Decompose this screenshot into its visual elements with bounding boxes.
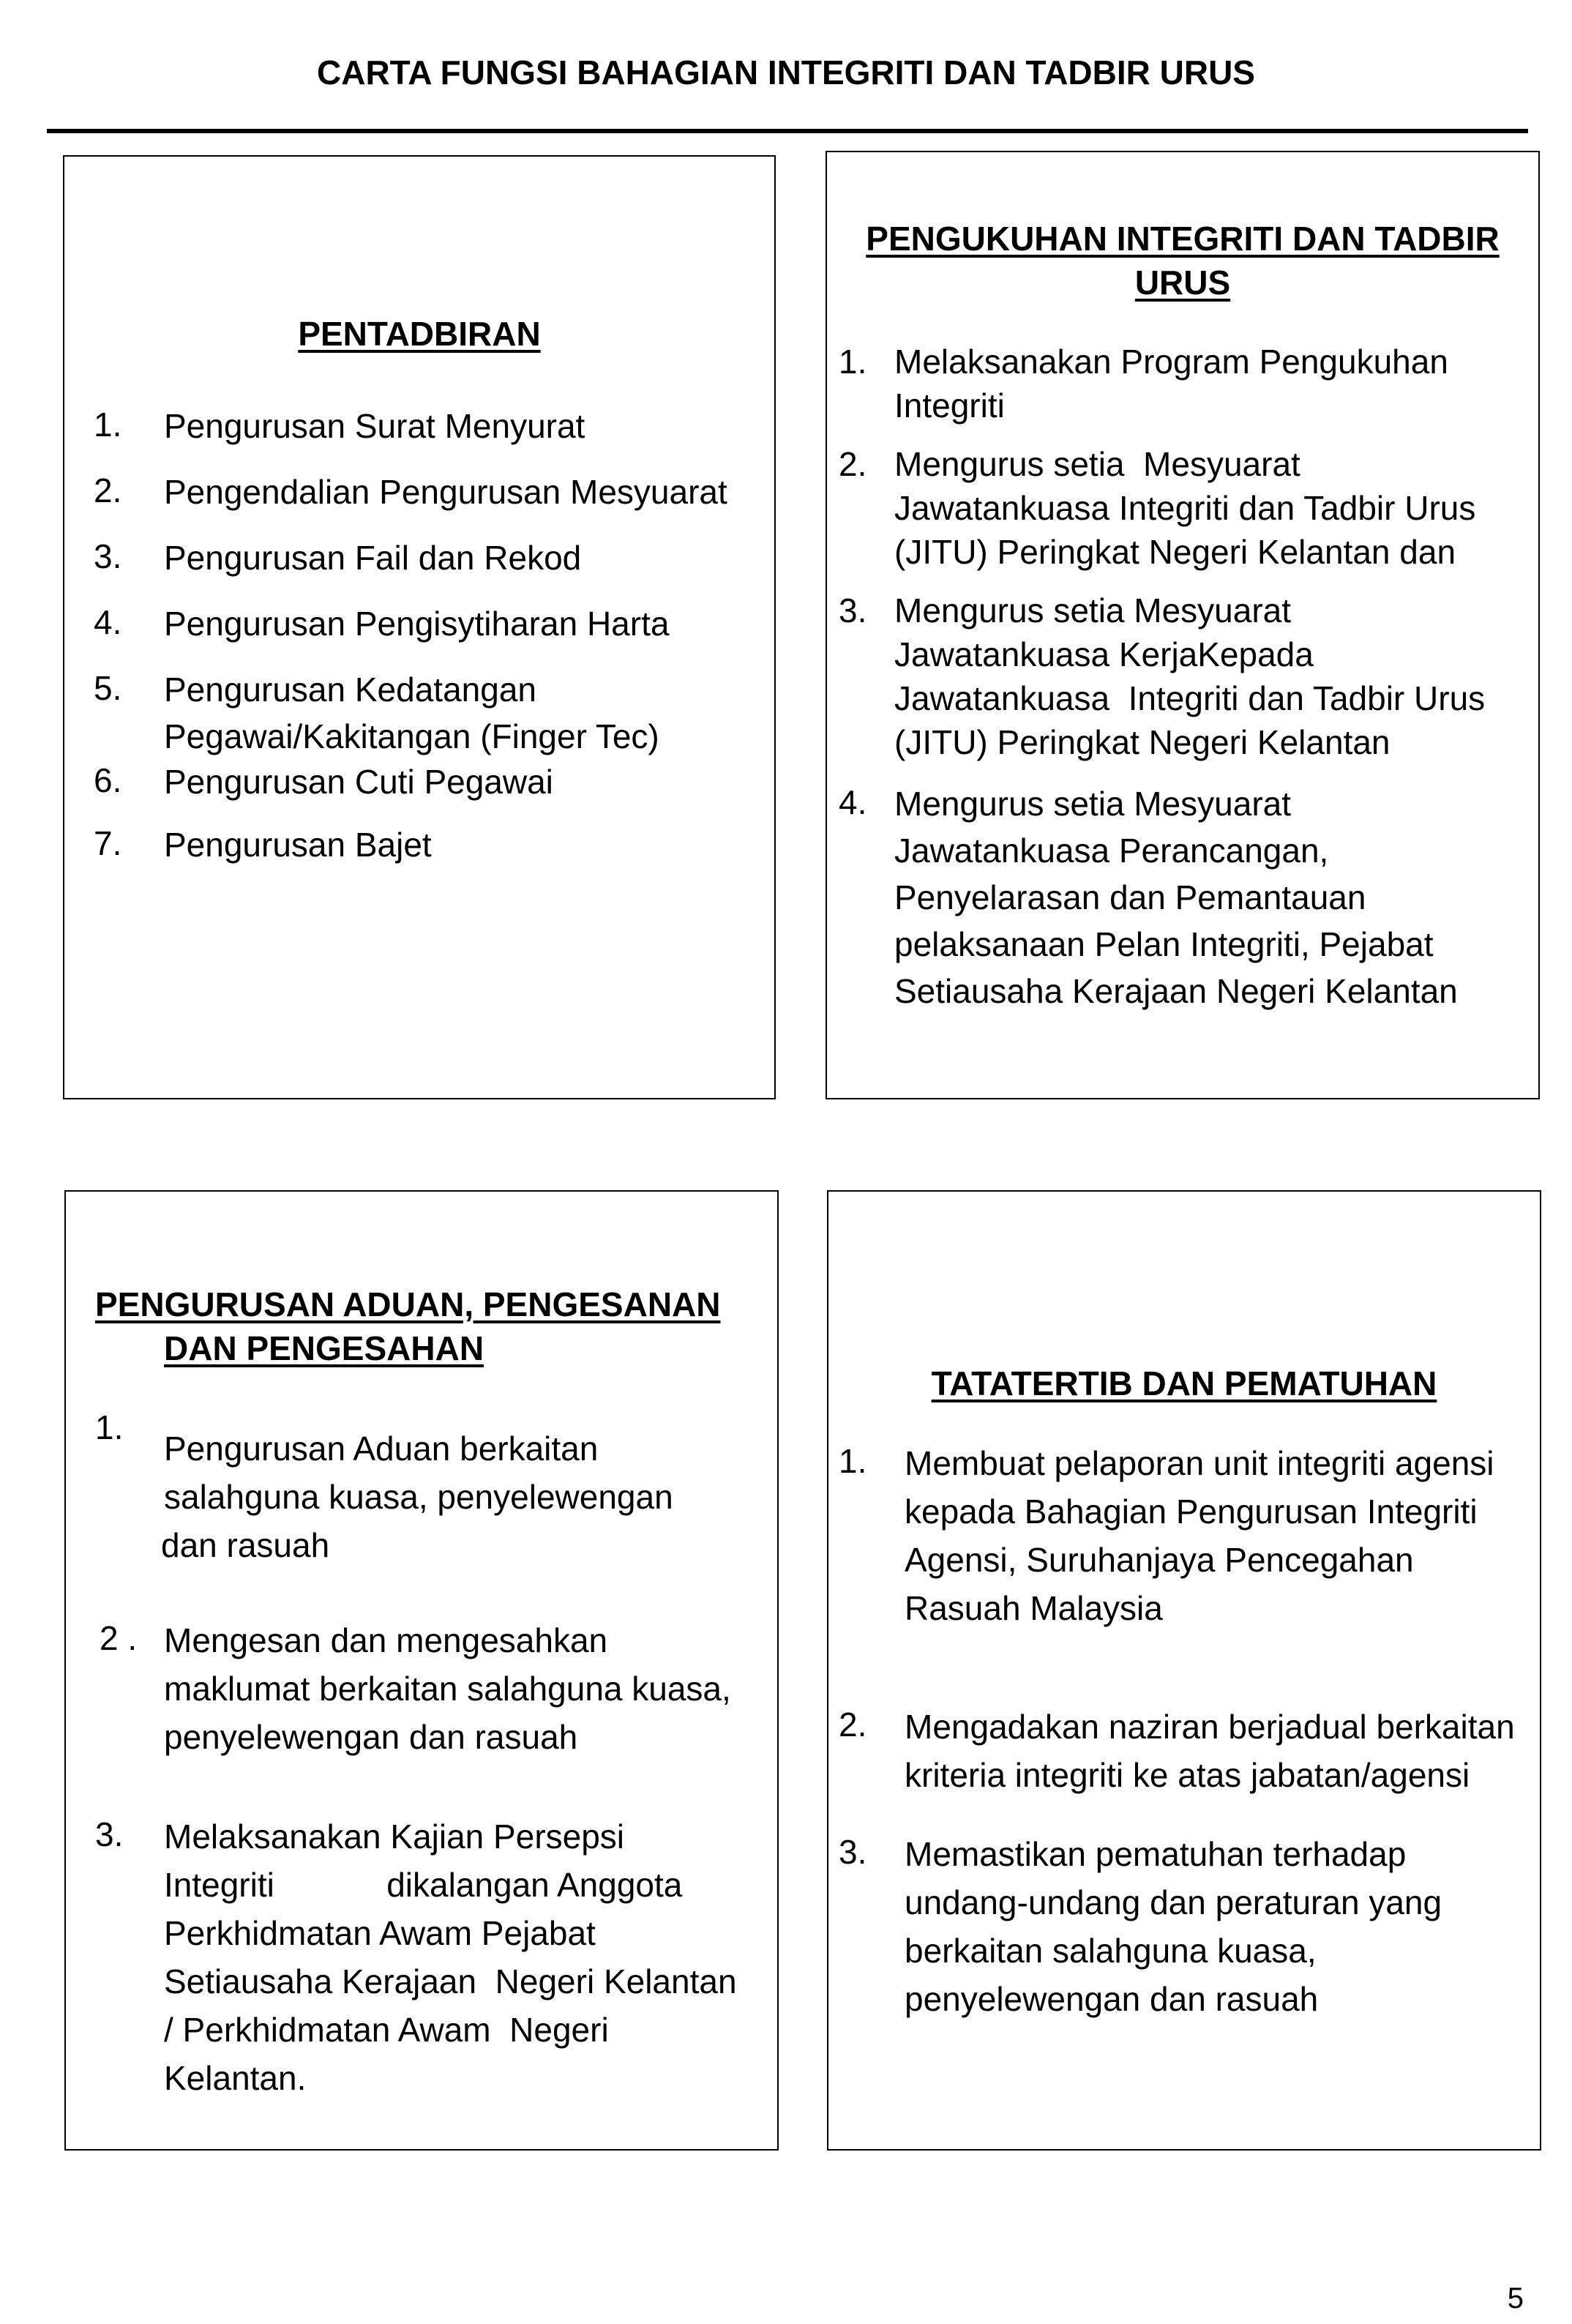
list-item-line: Pengurusan Bajet	[164, 826, 432, 864]
list-item-line: Pegawai/Kakitangan (Finger Tec)	[164, 717, 659, 755]
list-item-line: Pengurusan Aduan berkaitan	[164, 1430, 599, 1468]
list-item-number: 1.	[95, 1408, 124, 1446]
list-item	[164, 534, 581, 581]
heading-line: DAN PENGESAHAN	[164, 1329, 484, 1367]
box-heading-pengukuhan	[826, 217, 1540, 304]
list-item-line: Mengurus setia Mesyuarat	[894, 591, 1292, 629]
list-item-line: Memastikan pematuhan terhadap	[905, 1835, 1407, 1873]
page-number: 5	[1507, 2282, 1524, 2314]
list-item-line: kriteria integriti ke atas jabatan/agensi	[905, 1756, 1470, 1794]
list-item-line: undang-undang dan peraturan yang	[905, 1883, 1442, 1921]
list-item-line: Rasuah Malaysia	[905, 1589, 1163, 1627]
list-item-line: Penyelarasan dan Pemantauan	[894, 878, 1366, 916]
list-item-line: penyelewengan dan rasuah	[164, 1718, 578, 1756]
list-item	[894, 442, 1475, 574]
list-item-line: Pengurusan Surat Menyurat	[164, 407, 585, 445]
list-item-line: Setiausaha Kerajaan Negeri Kelantan	[894, 972, 1458, 1010]
list-item-line: Pengurusan Fail dan Rekod	[164, 539, 582, 577]
list-item-number: 3.	[839, 591, 867, 629]
list-item	[164, 600, 669, 647]
list-item-line: penyelewengan dan rasuah	[905, 1980, 1319, 2018]
list-item	[905, 1439, 1494, 1632]
list-item-line: (JITU) Peringkat Negeri Kelantan dan	[894, 533, 1456, 571]
list-item-number: 3.	[94, 537, 122, 575]
title-rule	[47, 129, 1528, 133]
list-item	[894, 780, 1458, 1015]
box-heading-pentadbiran: PENTADBIRAN	[298, 315, 541, 353]
list-item-number: 4.	[94, 603, 122, 641]
list-item-number: 1.	[839, 343, 867, 381]
list-item-line: / Perkhidmatan Awam Negeri	[164, 2011, 609, 2049]
list-item	[905, 1703, 1515, 1799]
list-item	[164, 1812, 737, 2102]
list-item-number: 6.	[94, 761, 122, 799]
list-item-line: Setiausaha Kerajaan Negeri Kelantan	[164, 1962, 737, 2000]
list-item	[164, 468, 727, 515]
list-item-number: 1.	[94, 406, 122, 444]
list-item-line: Mengadakan naziran berjadual berkaitan	[905, 1708, 1515, 1746]
list-item	[164, 403, 585, 449]
list-item	[164, 758, 553, 805]
box-heading-tatatertib: TATATERTIB DAN PEMATUHAN	[931, 1364, 1437, 1402]
list-item-line: Agensi, Suruhanjaya Pencegahan	[905, 1541, 1414, 1579]
list-item-line: Pengurusan Pengisytiharan Harta	[164, 605, 670, 643]
list-item-line: Membuat pelaporan unit integriti agensi	[905, 1444, 1494, 1482]
list-item-line: Pengurusan Cuti Pegawai	[164, 763, 553, 801]
list-item-line: Melaksanakan Kajian Persepsi	[164, 1817, 625, 1856]
list-item-number: 4.	[839, 783, 867, 821]
list-item-line: Pengurusan Kedatangan	[164, 670, 536, 709]
list-item-line: Integriti dikalangan Anggota	[164, 1866, 683, 1904]
list-item-number: 5.	[94, 669, 122, 707]
list-item-line: Mengurus setia Mesyuarat	[894, 785, 1292, 823]
list-item-line: Pengendalian Pengurusan Mesyuarat	[164, 473, 727, 511]
heading-line: PENGURUSAN ADUAN, PENGESANAN	[95, 1285, 721, 1323]
list-item	[164, 821, 432, 868]
list-item-line: Perkhidmatan Awam Pejabat	[164, 1914, 596, 1952]
heading-line: PENGUKUHAN INTEGRITI DAN TADBIR	[866, 220, 1500, 258]
list-item-line: Melaksanakan Program Pengukuhan	[894, 343, 1448, 381]
list-item-number: 3.	[95, 1815, 124, 1853]
list-item-number: 2 .	[100, 1619, 138, 1657]
list-item	[894, 340, 1448, 427]
list-item	[164, 666, 659, 760]
list-item-number: 1.	[839, 1442, 867, 1480]
list-item-line: Integriti	[894, 386, 1005, 425]
list-item-line: berkaitan salahguna kuasa,	[905, 1932, 1317, 1970]
list-item-line: kepada Bahagian Pengurusan Integriti	[905, 1492, 1478, 1531]
list-item-number: 2.	[839, 445, 867, 483]
list-item-number: 2.	[94, 471, 122, 509]
list-item-line: (JITU) Peringkat Negeri Kelantan	[894, 723, 1391, 761]
list-item-line: dan rasuah	[161, 1526, 330, 1564]
list-item-line: Jawatankuasa Integriti dan Tadbir Urus	[894, 489, 1476, 527]
list-item-line: Jawatankuasa Perancangan,	[894, 832, 1329, 870]
list-item-line: salahguna kuasa, penyelewengan	[164, 1478, 673, 1516]
page-title: CARTA FUNGSI BAHAGIAN INTEGRITI DAN TADBIR URUS	[317, 53, 1255, 91]
list-item-line: maklumat berkaitan salahguna kuasa,	[164, 1670, 731, 1708]
box-heading-aduan	[95, 1282, 720, 1370]
list-item-line: pelaksanaan Pelan Integriti, Pejabat	[894, 925, 1434, 963]
heading-line: URUS	[1134, 264, 1231, 302]
list-item-number: 2.	[839, 1705, 867, 1744]
list-item	[894, 589, 1485, 764]
list-item	[164, 1616, 731, 1761]
list-item-number: 3.	[839, 1833, 867, 1871]
list-item-number: 7.	[94, 824, 122, 862]
list-item	[161, 1424, 673, 1569]
list-item-line: Mengesan dan mengesahkan	[164, 1621, 608, 1659]
list-item	[905, 1830, 1442, 2023]
list-item-line: Jawatankuasa Integriti dan Tadbir Urus	[894, 679, 1486, 717]
list-item-line: Kelantan.	[164, 2059, 307, 2097]
list-item-line: Jawatankuasa KerjaKepada	[894, 635, 1314, 673]
list-item-line: Mengurus setia Mesyuarat	[894, 445, 1300, 483]
